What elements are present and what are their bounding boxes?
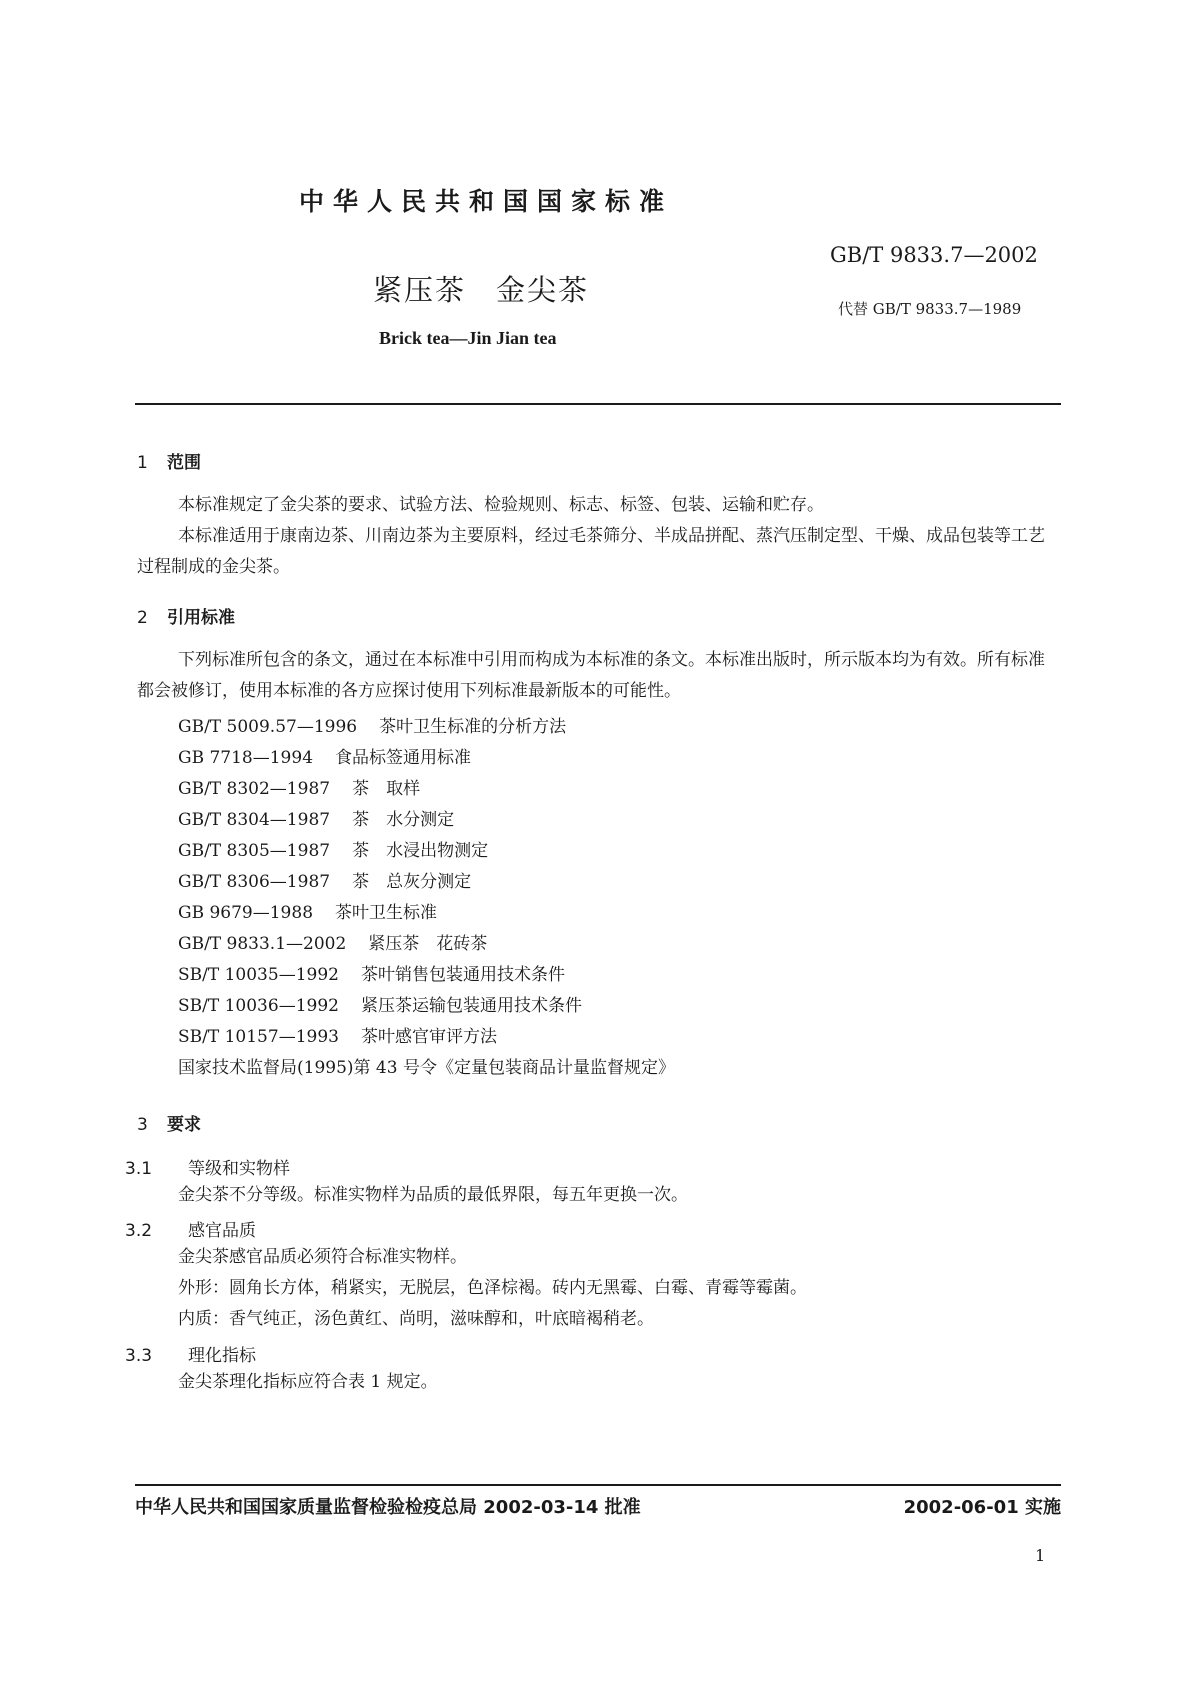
section-3-number: 3 [137,1115,148,1135]
subsection-3-1-paragraph: 金尖茶不分等级。标准实物样为品质的最低界限，每五年更换一次。 [178,1185,688,1205]
section-1-paragraph-1: 本标准规定了金尖茶的要求、试验方法、检验规则、标志、标签、包装、运输和贮存。 [178,495,824,515]
section-2-number: 2 [137,608,148,628]
section-2-title: 引用标准 [167,608,235,628]
subsection-3-2-heading: 3.2 感官品质 [125,1221,256,1241]
english-title: Brick tea—Jin Jian tea [379,328,557,348]
section-1-paragraph-2: 本标准适用于康南边茶、川南边茶为主要原料，经过毛茶筛分、半成品拼配、蒸汽压制定型、干燥、成品包装等工艺过程制成的金尖茶。 [137,526,1045,577]
approval-statement: 中华人民共和国国家质量监督检验检疫总局 2002-03-14 批准 [135,1497,641,1518]
title-part-1: 紧压茶 [373,273,467,307]
national-standard-heading: 中华人民共和国国家标准 [299,187,674,216]
replaces-note: 代替 GB/T 9833.7—1989 [838,300,1022,318]
title-part-2: 金尖茶 [496,273,590,307]
reference-item: SB/T 10035—1992 茶叶销售包装通用技术条件 [178,965,565,985]
section-3-heading [137,1110,201,1135]
reference-item: SB/T 10036—1992 紧压茶运输包装通用技术条件 [178,996,582,1016]
reference-item: GB/T 8305—1987 茶 水浸出物测定 [178,841,489,861]
section-1-title: 范围 [167,453,201,473]
section-1-number: 1 [137,453,148,473]
subsection-3-3-heading: 3.3 理化指标 [125,1346,256,1366]
subsection-3-1-heading: 3.1 等级和实物样 [125,1159,290,1179]
reference-item: SB/T 10157—1993 茶叶感官审评方法 [178,1027,497,1047]
reference-decree: 国家技术监督局(1995)第 43 号令《定量包装商品计量监督规定》 [178,1058,675,1078]
reference-item: GB/T 9833.1—2002 紧压茶 花砖茶 [178,934,488,954]
subsection-3-2-paragraph-2: 外形：圆角长方体，稍紧实，无脱层，色泽棕褐。砖内无黑霉、白霉、青霉等霉菌。 [178,1278,807,1298]
section-1-heading [137,448,201,473]
subsection-3-2-paragraph-3: 内质：香气纯正，汤色黄红、尚明，滋味醇和，叶底暗褐稍老。 [178,1309,654,1329]
section-3-title: 要求 [167,1115,201,1135]
reference-item: GB/T 8304—1987 茶 水分测定 [178,810,455,830]
implementation-date: 2002-06-01 实施 [903,1497,1061,1518]
reference-item: GB/T 8302—1987 茶 取样 [178,779,421,799]
subsection-3-3-paragraph: 金尖茶理化指标应符合表 1 规定。 [178,1372,438,1392]
section-2-heading [137,603,235,628]
footer-divider [135,1484,1061,1486]
page-number: 1 [1035,1546,1046,1565]
section-2-intro: 下列标准所包含的条文，通过在本标准中引用而构成为本标准的条文。本标准出版时，所示版本均为有效。所有标准都会被修订，使用本标准的各方应探讨使用下列标准最新版本的可能性。 [137,650,1045,701]
reference-item: GB 7718—1994 食品标签通用标准 [178,748,472,768]
reference-item: GB 9679—1988 茶叶卫生标准 [178,903,438,923]
header-divider [135,403,1061,405]
standard-number: GB/T 9833.7—2002 [830,243,1038,267]
document-title [373,268,589,309]
reference-item: GB/T 5009.57—1996 茶叶卫生标准的分析方法 [178,717,567,737]
subsection-3-2-paragraph-1: 金尖茶感官品质必须符合标准实物样。 [178,1247,467,1267]
reference-item: GB/T 8306—1987 茶 总灰分测定 [178,872,472,892]
